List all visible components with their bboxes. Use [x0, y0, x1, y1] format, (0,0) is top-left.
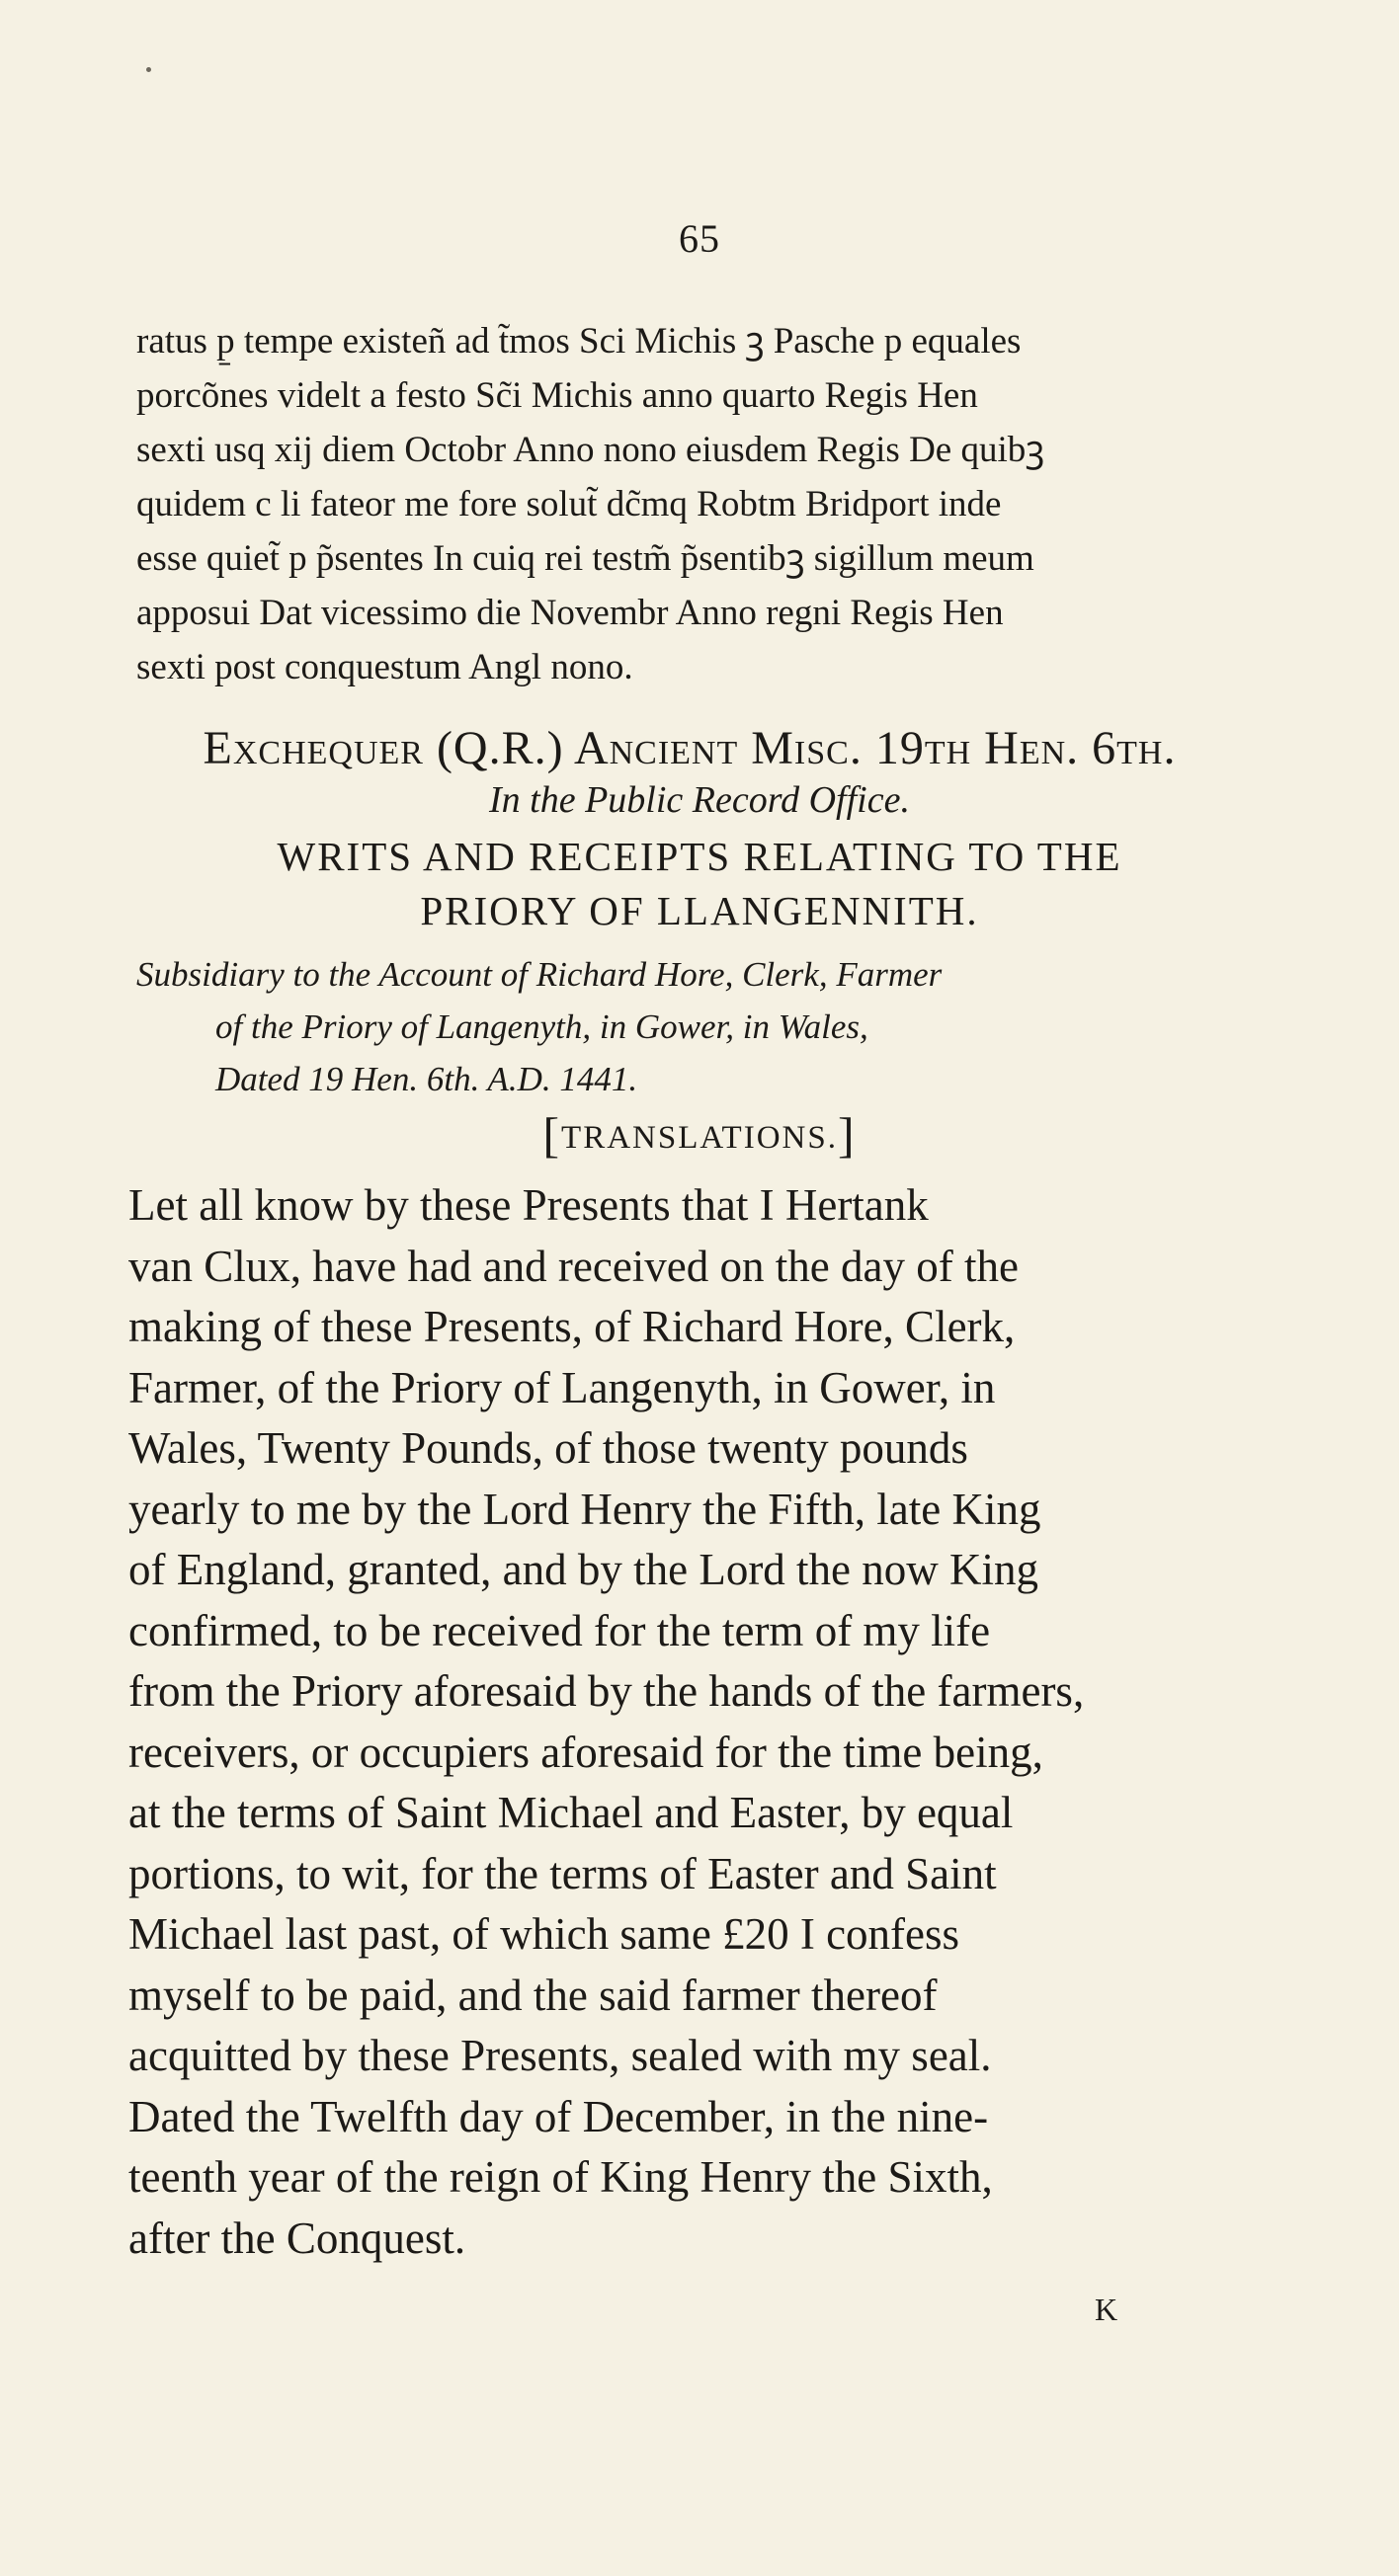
body-line: Let all know by these Presents that I Hertank — [128, 1180, 929, 1230]
body-line: Dated the Twelfth day of December, in the nine- — [128, 2091, 989, 2141]
body-line: portions, to wit, for the terms of Easter and Saint — [128, 1848, 997, 1898]
body-line: van Clux, have had and received on the day of the — [128, 1241, 1019, 1291]
body-line: Michael last past, of which same £20 I confess — [128, 1909, 960, 1959]
latin-transcription — [136, 314, 1243, 694]
body-line: acquitted by these Presents, sealed with my seal. — [128, 2031, 992, 2080]
latin-line: esse quiet̃ p p̃sentes In cuiq rei testm̃ p̃sentibꝫ sigillum meum — [136, 538, 1034, 579]
body-line: confirmed, to be received for the term of my life — [128, 1605, 991, 1655]
record-location: In the Public Record Office. — [489, 779, 910, 821]
subsidiary-line: Subsidiary to the Account of Richard Hore, Clerk, Farmer — [136, 955, 943, 994]
translations-label — [0, 1106, 1399, 1164]
ink-speck — [146, 67, 151, 72]
section-heading: Exchequer (Q.R.) Ancient Misc. 19th Hen. 6th. — [203, 722, 1177, 774]
latin-line: sexti usq xij diem Octobr Anno nono eiusdem Regis De quibꝫ — [136, 430, 1045, 470]
latin-line: porcõnes videlt a festo Sc̃i Michis anno quarto Regis Hen — [136, 375, 978, 416]
body-line: Wales, Twenty Pounds, of those twenty pounds — [128, 1423, 968, 1473]
body-line: of England, granted, and by the Lord the now King — [128, 1545, 1039, 1594]
latin-line: sexti post conquestum Angl nono. — [136, 647, 633, 687]
subsidiary-line: of the Priory of Langenyth, in Gower, in Wales, — [215, 1007, 868, 1046]
body-line: Farmer, of the Priory of Langenyth, in Gower, in — [128, 1362, 996, 1412]
body-line: from the Priory aforesaid by the hands of the farmers, — [128, 1666, 1085, 1716]
subsidiary-line: Dated 19 Hen. 6th. A.D. 1441. — [215, 1060, 638, 1098]
signature-mark: K — [1095, 2292, 1118, 2327]
body-line: at the terms of Saint Michael and Easter, by equal — [128, 1788, 1014, 1837]
latin-line: ratus p̱ tempe existeñ ad t̃mos Sci Michis ꝫ Pasche p equales — [136, 321, 1022, 362]
body-line: yearly to me by the Lord Henry the Fifth, late King — [128, 1484, 1041, 1534]
page-number: 65 — [679, 216, 720, 261]
body-line: making of these Presents, of Richard Hore, Clerk, — [128, 1302, 1016, 1351]
document-title-line: WRITS AND RECEIPTS RELATING TO THE — [277, 834, 1122, 879]
body-line: myself to be paid, and the said farmer thereof — [128, 1970, 938, 2020]
body-line: receivers, or occupiers aforesaid for the time being, — [128, 1727, 1043, 1777]
left-bracket-glyph: [ — [542, 1107, 562, 1163]
body-line: after the Conquest. — [128, 2213, 466, 2263]
translation-body — [128, 1175, 1245, 2269]
right-bracket-glyph: ] — [837, 1107, 857, 1163]
body-line: teenth year of the reign of King Henry the Sixth, — [128, 2152, 993, 2202]
translations-text: TRANSLATIONS. — [561, 1120, 838, 1156]
latin-line: quidem c li fateor me fore solut̃ dc̃mq Robtm Bridport inde — [136, 484, 1002, 524]
subsidiary-note — [136, 948, 1273, 1105]
document-title-line: PRIORY OF LLANGENNITH. — [420, 888, 979, 933]
latin-line: apposui Dat vicessimo die Novembr Anno regni Regis Hen — [136, 593, 1004, 633]
